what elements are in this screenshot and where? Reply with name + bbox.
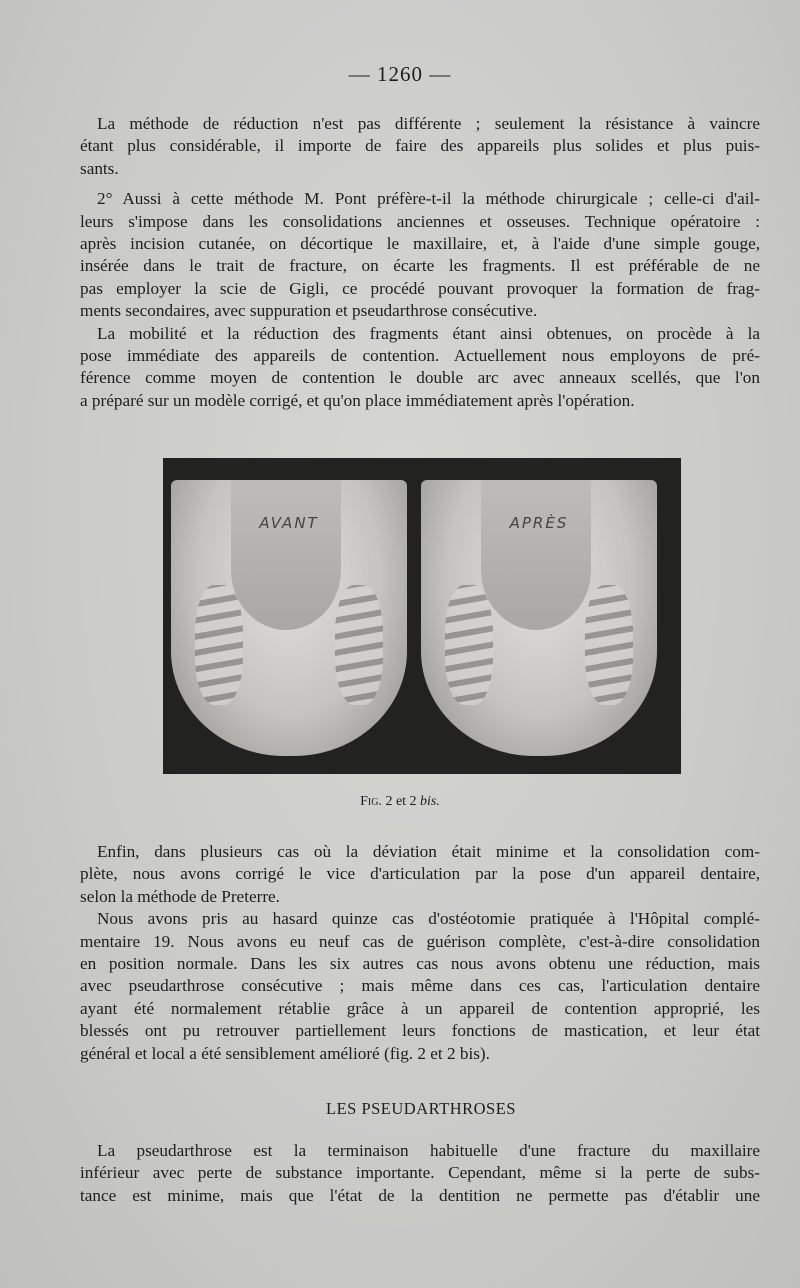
text-line: a préparé sur un modèle corrigé, et qu'on place immédiatement après l'opération. bbox=[80, 390, 635, 410]
paragraph-enfin bbox=[80, 841, 760, 908]
text-block-top bbox=[80, 113, 760, 412]
text-line: ayant été normalement rétablie grâce à un appareil de contention approprié, les bbox=[80, 998, 760, 1018]
text-line: plète, nous avons corrigé le vice d'articulation par la pose d'un appareil dentaire, bbox=[80, 864, 760, 884]
text-line: mentaire 19. Nous avons eu neuf cas de guérison complète, c'est-à-dire consolidation bbox=[80, 931, 760, 951]
text-line: insérée dans le trait de fracture, on écarte les fragments. Il est préférable de ne bbox=[80, 256, 760, 276]
figure-dental-casts bbox=[163, 458, 681, 774]
text-line: étant plus considérable, il importe de faire des appareils plus solides et plus puis- bbox=[80, 136, 760, 156]
text-line: Nous avons pris au hasard quinze cas d'ostéotomie pratiquée à l'Hôpital complé- bbox=[97, 909, 760, 929]
cast-label-before: AVANT bbox=[259, 514, 319, 532]
text-block-middle bbox=[80, 841, 760, 1065]
text-line: férence comme moyen de contention le double arc avec anneaux scellés, que l'on bbox=[80, 368, 760, 388]
text-line: La mobilité et la réduction des fragments étant ainsi obtenues, on procède à la bbox=[97, 323, 760, 343]
paragraph-pseudarthrose bbox=[80, 1140, 760, 1207]
text-line: La pseudarthrose est la terminaison habituelle d'une fracture du maxillaire bbox=[97, 1141, 760, 1160]
cast-label-after: APRÈS bbox=[509, 514, 569, 532]
text-line: blessés ont pu retrouver partiellement leurs fonctions de mastication, et leur état bbox=[80, 1021, 760, 1041]
text-line: 2° Aussi à cette méthode M. Pont préfère-t-il la méthode chirurgicale ; celle-ci d'ail- bbox=[97, 189, 760, 209]
figure-caption bbox=[0, 794, 800, 810]
paragraph-mobilite bbox=[80, 323, 760, 413]
text-line: leurs s'impose dans les consolidations anciennes et osseuses. Technique opératoire : bbox=[80, 211, 760, 231]
cast-before-image bbox=[171, 480, 407, 756]
text-line: en position normale. Dans les six autres cas nous avons obtenu une réduction, mais bbox=[80, 953, 760, 973]
text-line: sants. bbox=[80, 158, 119, 178]
text-line: après incision cutanée, on décortique le maxillaire, et, à l'aide d'une simple gouge, bbox=[80, 233, 760, 253]
text-line: selon la méthode de Preterre. bbox=[80, 886, 280, 906]
caption-prefix: Fig. bbox=[360, 794, 382, 809]
text-line: inférieur avec perte de substance importante. Cependant, même si la perte de subs- bbox=[80, 1163, 760, 1183]
text-line: pas employer la scie de Gigli, ce procédé pouvant provoquer la formation de frag- bbox=[80, 278, 760, 298]
text-line: général et local a été sensiblement amélioré (fig. 2 et 2 bis). bbox=[80, 1043, 490, 1063]
text-line: avec pseudarthrose consécutive ; mais même dans ces cas, l'articulation dentaire bbox=[80, 976, 760, 996]
text-line: tance est minime, mais que l'état de la dentition ne permette pas d'établir une bbox=[80, 1185, 760, 1205]
caption-italic: bis. bbox=[420, 794, 440, 809]
paragraph-methode-chirurgicale bbox=[80, 188, 760, 322]
page-number: — 1260 — bbox=[348, 62, 452, 86]
text-line: Enfin, dans plusieurs cas où la déviation était minime et la consolidation com- bbox=[97, 842, 760, 861]
text-line: La méthode de réduction n'est pas différente ; seulement la résistance à vaincre bbox=[97, 114, 760, 133]
caption-text: 2 et 2 bbox=[385, 794, 417, 809]
cast-after-image bbox=[421, 480, 657, 756]
paragraph-quinze-cas bbox=[80, 908, 760, 1065]
text-block-bottom bbox=[80, 1140, 760, 1207]
text-line: pose immédiate des appareils de contention. Actuellement nous employons de pré- bbox=[80, 345, 760, 365]
section-heading: LES PSEUDARTHROSES bbox=[325, 1099, 516, 1118]
paragraph-reduction bbox=[80, 113, 760, 180]
text-line: ments secondaires, avec suppuration et pseudarthrose consécutive. bbox=[80, 301, 538, 321]
